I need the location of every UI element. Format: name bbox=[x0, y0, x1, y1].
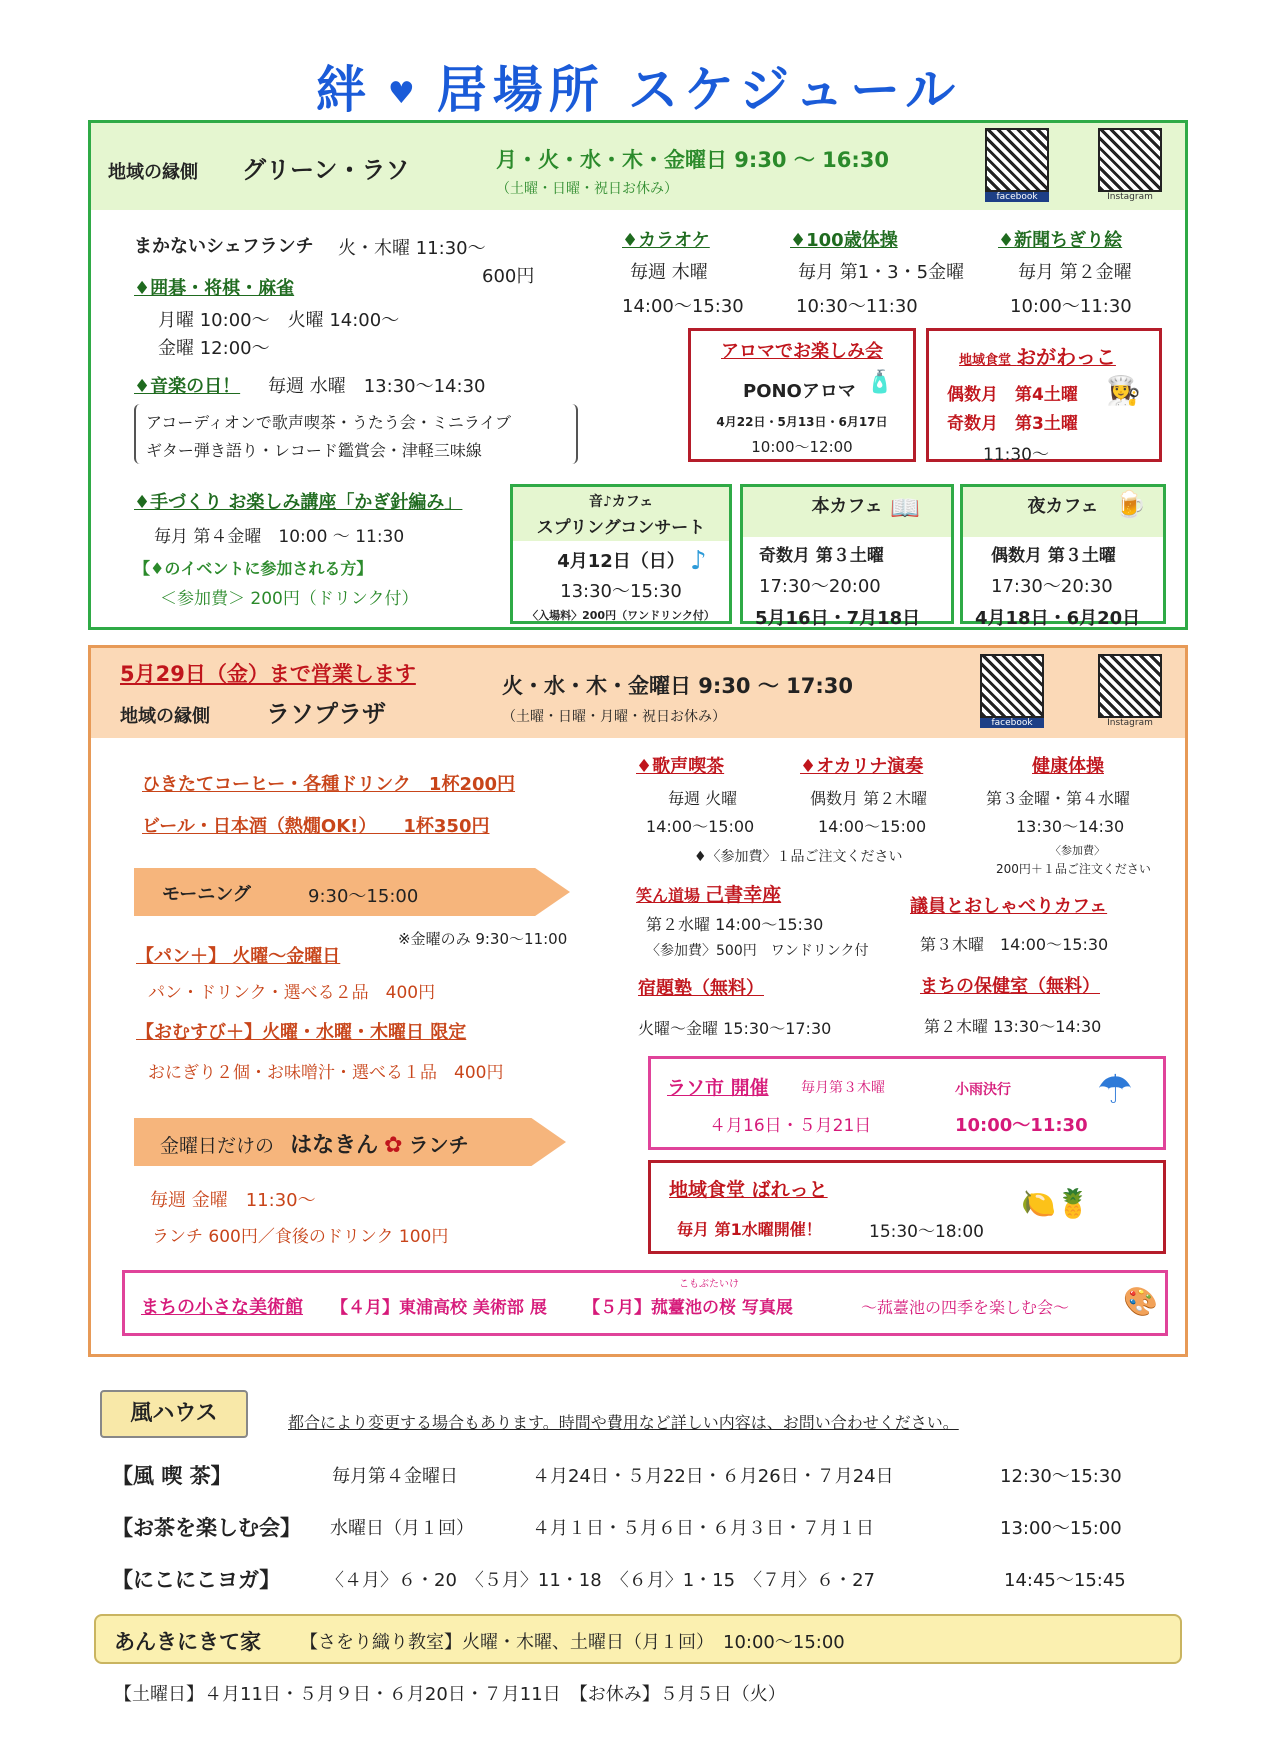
music-title: ♦音楽の日！ bbox=[134, 376, 241, 397]
craft-when: 毎月 第４金曜 10:00 ～ 11:30 bbox=[154, 527, 405, 547]
kenko-time: 13:30～14:30 bbox=[1016, 817, 1125, 836]
instagram-label: Instagram bbox=[1107, 718, 1153, 728]
facebook-qr[interactable] bbox=[980, 654, 1044, 728]
easel-icon: 🎨 bbox=[1123, 1285, 1158, 1318]
plaza-name: ラソプラザ bbox=[266, 700, 386, 728]
taiso-time: 10:30～11:30 bbox=[796, 296, 918, 317]
kaze-row-time: 13:00～15:00 bbox=[1000, 1518, 1122, 1539]
ocarina-time: 14:00～15:00 bbox=[818, 817, 927, 836]
museum-ruby: こもぶたいけ bbox=[679, 1279, 739, 1290]
yoru-dates: 4月18日・6月20日 bbox=[975, 608, 1141, 629]
ocarina-title: ♦オカリナ演奏 bbox=[800, 756, 924, 777]
shokudo-line1: 偶数月 第4土曜 bbox=[947, 385, 1078, 405]
facebook-label: facebook bbox=[985, 192, 1049, 202]
kaze-row-name: 【にこにこヨガ】 bbox=[112, 1568, 281, 1592]
hoken-when: 第２木曜 13:30～14:30 bbox=[924, 1017, 1102, 1036]
chigiri-title: ♦新聞ちぎり絵 bbox=[998, 230, 1123, 251]
plaza-closed: （土曜・日曜・月曜・祝日お休み） bbox=[502, 709, 726, 725]
qr-code-icon bbox=[985, 128, 1049, 192]
kenko-fee-label: 〈参加費〉 bbox=[1050, 844, 1105, 857]
hoken-title: まちの保健室（無料） bbox=[920, 976, 1100, 997]
aroma-name: PONOアロマ bbox=[743, 381, 856, 402]
yoru-when: 偶数月 第３土曜 bbox=[991, 546, 1116, 566]
ballet-box bbox=[648, 1160, 1166, 1254]
shukudai-when: 火曜～金曜 15:30～17:30 bbox=[638, 1019, 832, 1038]
aroma-dates: 4月22日・5月13日・6月17日 bbox=[716, 415, 888, 429]
laso-ichi-box bbox=[648, 1056, 1166, 1150]
instagram-label: Instagram bbox=[1107, 192, 1153, 202]
taiso-when: 毎月 第1・3・5金曜 bbox=[798, 262, 965, 283]
qr-code-icon bbox=[980, 654, 1044, 718]
music-when: 毎週 水曜 13:30～14:30 bbox=[268, 376, 486, 397]
anki-class: 【さをり織り教室】火曜・木曜、土曜日（月１回） 10:00～15:00 bbox=[300, 1632, 845, 1653]
kaze-row-when: 〈４月〉６・20 〈５月〉11・18 〈６月〉1・15 〈７月〉６・27 bbox=[326, 1570, 875, 1591]
music-desc2: ギター弾き語り・レコード鑑賞会・津軽三味線 bbox=[146, 441, 482, 460]
green-hours: 月・火・水・木・金曜日 9:30 ～ 16:30 bbox=[496, 148, 890, 172]
oto-date: 4月12日（日） bbox=[557, 551, 685, 572]
warai-when: 第２水曜 14:00～15:30 bbox=[646, 915, 824, 934]
kenko-fee: 200円＋１品ご注文ください bbox=[996, 862, 1151, 876]
shukudai-title: 宿題塾（無料） bbox=[638, 978, 764, 999]
shokudo-sub: 地域食堂 bbox=[959, 353, 1012, 368]
taiso-title: ♦100歳体操 bbox=[790, 230, 898, 251]
umbrella-icon: ☂ bbox=[1097, 1067, 1133, 1113]
musubi-desc: おにぎり２個・お味噌汁・選べる１品 400円 bbox=[148, 1063, 504, 1083]
igo-title: ♦囲碁・将棋・麻雀 bbox=[134, 278, 295, 299]
shokudo-time: 11:30～ bbox=[983, 445, 1049, 465]
instagram-qr[interactable] bbox=[1098, 128, 1162, 202]
utagoe-title: ♦歌声喫茶 bbox=[636, 756, 725, 777]
fruits-icon: 🍋🍍 bbox=[1021, 1187, 1091, 1220]
lunch-time: 火・木曜 11:30～ bbox=[338, 238, 486, 259]
heart-icon: ♥ bbox=[387, 76, 421, 111]
oto-sub: 音♪カフェ bbox=[588, 494, 654, 510]
instagram-qr[interactable] bbox=[1098, 654, 1162, 728]
morning-note: ※金曜のみ 9:30～11:00 bbox=[398, 930, 568, 948]
green-closed: （土曜・日曜・祝日お休み） bbox=[496, 181, 678, 197]
hon-time: 17:30～20:00 bbox=[759, 576, 881, 597]
shokudo-line2: 奇数月 第3土曜 bbox=[947, 414, 1078, 434]
flower-icon: ✿ bbox=[384, 1133, 403, 1158]
event-note: 【♦のイベントに参加される方】 bbox=[134, 559, 373, 578]
chigiri-when: 毎月 第２金曜 bbox=[1018, 262, 1132, 283]
kenko-when: 第３金曜・第４水曜 bbox=[986, 789, 1131, 808]
hanakin-when: 毎週 金曜 11:30～ bbox=[150, 1190, 316, 1211]
hon-title: 本カフェ bbox=[743, 487, 951, 537]
kaze-row-name: 【お茶を楽しむ会】 bbox=[112, 1516, 301, 1540]
anki-saturday: 【土曜日】４月11日・５月９日・６月20日・７月11日 【お休み】５月５日（火） bbox=[114, 1684, 786, 1705]
fee-note: ♦〈参加費〉１品ご注文ください bbox=[694, 849, 903, 865]
closing-notice: 5月29日（金）まで営業します bbox=[120, 662, 416, 686]
utagoe-when: 毎週 火曜 bbox=[668, 789, 738, 808]
karaoke-title: ♦カラオケ bbox=[622, 230, 710, 251]
museum-title: まちの小さな美術館 bbox=[141, 1297, 303, 1318]
bare-time: 15:30～18:00 bbox=[869, 1222, 984, 1242]
qr-code-icon bbox=[1098, 654, 1162, 718]
pan-title: 【パン＋】 火曜～金曜日 bbox=[136, 946, 341, 967]
ichi-dates: ４月16日・５月21日 bbox=[709, 1116, 872, 1136]
kaze-row-time: 14:45～15:45 bbox=[1004, 1570, 1126, 1591]
aroma-box bbox=[688, 328, 916, 462]
hon-when: 奇数月 第３土曜 bbox=[759, 546, 884, 566]
hon-dates: 5月16日・7月18日 bbox=[755, 608, 921, 629]
giin-title: 議員とおしゃべりカフェ bbox=[910, 896, 1108, 917]
museum-may: 【５月】菰薹池の桜 写真展 bbox=[583, 1298, 793, 1318]
chef-icon: 👩‍🍳 bbox=[1106, 374, 1141, 407]
craft-title: ♦手づくり お楽しみ講座「かぎ針編み」 bbox=[134, 492, 463, 513]
ichi-rain: 小雨決行 bbox=[955, 1082, 1011, 1098]
plaza-hours: 火・水・木・金曜日 9:30 ～ 17:30 bbox=[502, 674, 854, 698]
lunch-title: まかないシェフランチ bbox=[134, 236, 314, 257]
warai-title: 笑ん道場 己書幸座 bbox=[636, 884, 782, 906]
morning-title: モーニング bbox=[162, 884, 251, 905]
igo-line1: 月曜 10:00～ 火曜 14:00～ bbox=[158, 310, 400, 331]
anki-title: あんきにきて家 bbox=[114, 1630, 261, 1654]
kaze-row-when: 水曜日（月１回） bbox=[330, 1518, 474, 1539]
aroma-time: 10:00～12:00 bbox=[751, 438, 853, 456]
event-fee: ＜参加費＞ 200円（ドリンク付） bbox=[160, 589, 419, 609]
giin-when: 第３木曜 14:00～15:30 bbox=[920, 935, 1109, 954]
shokudo-name: おがわっこ bbox=[1016, 345, 1116, 369]
karaoke-time: 14:00～15:30 bbox=[622, 296, 744, 317]
qr-code-icon bbox=[1098, 128, 1162, 192]
utagoe-time: 14:00～15:00 bbox=[646, 817, 755, 836]
ichi-when: 毎月第３木曜 bbox=[801, 1080, 885, 1096]
warai-fee: 〈参加費〉500円 ワンドリンク付 bbox=[646, 943, 869, 959]
kaze-row-when: 毎月第４金曜日 bbox=[332, 1466, 458, 1487]
yoru-time: 17:30～20:30 bbox=[991, 576, 1113, 597]
kaze-row-time: 12:30～15:30 bbox=[1000, 1466, 1122, 1487]
beer-icon: 🍺 bbox=[1114, 490, 1147, 520]
hanakin-desc: ランチ 600円／食後のドリンク 100円 bbox=[152, 1227, 449, 1247]
aroma-bottles-icon: 🧴 bbox=[866, 370, 894, 395]
beer-price: ビール・日本酒（熱燗OK!） 1杯350円 bbox=[142, 816, 490, 837]
music-desc1: アコーディオンで歌声喫茶・うたう会・ミニライブ bbox=[146, 413, 511, 432]
plaza-subtitle: 地域の縁側 bbox=[120, 706, 210, 727]
morning-time: 9:30～15:00 bbox=[308, 886, 419, 907]
aroma-title: アロマでお楽しみ会 bbox=[721, 341, 883, 362]
pan-desc: パン・ドリンク・選べる２品 400円 bbox=[148, 983, 436, 1003]
green-subtitle: 地域の縁側 bbox=[108, 162, 198, 183]
lunch-price: 600円 bbox=[482, 266, 535, 287]
music-note-icon: ♪ bbox=[690, 546, 707, 576]
facebook-qr[interactable] bbox=[985, 128, 1049, 202]
karaoke-when: 毎週 木曜 bbox=[630, 262, 708, 283]
facebook-label: facebook bbox=[980, 718, 1044, 728]
book-icon: 📖 bbox=[890, 494, 920, 522]
oto-title: スプリングコンサート bbox=[536, 518, 706, 538]
hon-cafe-box bbox=[740, 484, 954, 629]
bare-title: 地域食堂 ばれっと bbox=[669, 1179, 828, 1201]
green-name: グリーン・ラソ bbox=[242, 156, 410, 184]
coffee-price: ひきたてコーヒー・各種ドリンク 1杯200円 bbox=[142, 774, 516, 795]
ocarina-when: 偶数月 第２木曜 bbox=[810, 789, 928, 808]
musubi-title: 【おむすび＋】火曜・水曜・木曜日 限定 bbox=[136, 1022, 467, 1043]
kaze-row-dates: ４月24日・５月22日・６月26日・７月24日 bbox=[532, 1466, 894, 1487]
igo-line2: 金曜 12:00～ bbox=[158, 338, 270, 359]
oto-time: 13:30～15:30 bbox=[560, 581, 682, 602]
hanakin-label: 金曜日だけの はなきん ✿ ランチ bbox=[160, 1133, 469, 1158]
kaze-row-name: 【風 喫 茶】 bbox=[112, 1464, 232, 1488]
kaze-notice: 都合により変更する場合もあります。時間や費用など詳しい内容は、お問い合わせください。 bbox=[288, 1413, 959, 1432]
yoru-title: 夜カフェ bbox=[963, 487, 1163, 537]
kaze-row-dates: ４月１日・５月６日・６月３日・７月１日 bbox=[532, 1518, 874, 1539]
chigiri-time: 10:00～11:30 bbox=[1010, 296, 1132, 317]
museum-org: ～菰薹池の四季を楽しむ会～ bbox=[861, 1298, 1070, 1317]
ichi-title: ラソ市 開催 bbox=[667, 1077, 769, 1099]
oto-fee: 〈入場料〉200円（ワンドリンク付） bbox=[527, 609, 715, 622]
kaze-house-title: 風ハウス bbox=[100, 1390, 248, 1438]
page-title: 絆 ♥ 居場所 スケジュール bbox=[315, 61, 962, 119]
bare-when: 毎月 第1水曜開催！ bbox=[677, 1220, 822, 1239]
ichi-time: 10:00～11:30 bbox=[955, 1115, 1088, 1136]
museum-box bbox=[122, 1270, 1168, 1336]
kenko-title: 健康体操 bbox=[1032, 756, 1104, 777]
museum-april: 【４月】東浦高校 美術部 展 bbox=[331, 1298, 547, 1318]
